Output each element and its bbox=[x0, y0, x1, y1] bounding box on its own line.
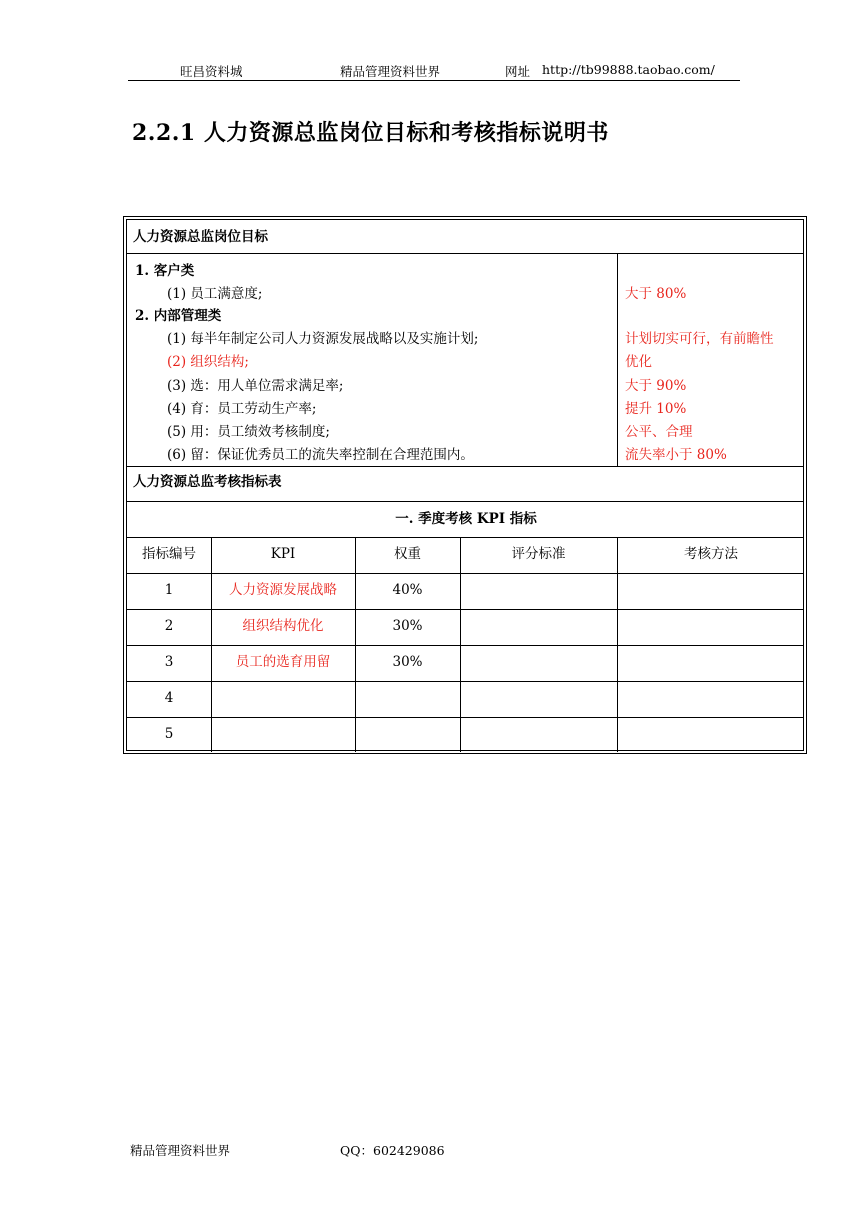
footer-left: 精品管理资料世界 bbox=[130, 1143, 231, 1158]
header-left: 旺昌资料城 bbox=[180, 64, 243, 79]
rule bbox=[617, 537, 618, 752]
row-number: 1 bbox=[164, 582, 174, 598]
category-customer: 1. 客户类 bbox=[135, 263, 195, 279]
header-url-label: 网址 bbox=[505, 64, 531, 79]
row-kpi: 员工的选育用留 bbox=[235, 654, 331, 670]
rule bbox=[127, 253, 803, 254]
goal-target: 公平、合理 bbox=[625, 424, 693, 440]
category-internal: 2. 内部管理类 bbox=[135, 308, 222, 324]
col-header-number: 指标编号 bbox=[142, 546, 196, 562]
goal-item: (3) 选：用人单位需求满足率; bbox=[167, 378, 344, 394]
rule bbox=[127, 466, 803, 467]
row-number: 5 bbox=[164, 726, 174, 742]
goals-table-inner bbox=[126, 219, 804, 751]
rule bbox=[355, 537, 356, 752]
rule bbox=[127, 717, 803, 718]
row-weight: 30% bbox=[392, 618, 423, 634]
goal-item: (1) 员工满意度; bbox=[167, 286, 263, 302]
row-kpi: 组织结构优化 bbox=[242, 618, 324, 634]
rule bbox=[127, 681, 803, 682]
page-title: 2.2.1 人力资源总监岗位目标和考核指标说明书 bbox=[132, 120, 609, 146]
rule bbox=[127, 537, 803, 538]
goals-table bbox=[123, 216, 807, 754]
header-middle: 精品管理资料世界 bbox=[340, 64, 441, 79]
goal-item: (5) 用：员工绩效考核制度; bbox=[167, 424, 330, 440]
col-header-method: 考核方法 bbox=[684, 546, 738, 562]
rule bbox=[127, 573, 803, 574]
rule bbox=[617, 253, 618, 466]
rule bbox=[211, 537, 212, 752]
row-kpi: 人力资源发展战略 bbox=[229, 582, 337, 598]
row-weight: 40% bbox=[392, 582, 423, 598]
row-number: 3 bbox=[164, 654, 174, 670]
goal-target: 优化 bbox=[625, 354, 652, 370]
goal-target: 大于 80% bbox=[625, 286, 687, 302]
goal-item: (6) 留：保证优秀员工的流失率控制在合理范围内。 bbox=[167, 447, 474, 463]
header-url[interactable]: http://tb99888.taobao.com/ bbox=[542, 62, 715, 77]
col-header-weight: 权重 bbox=[394, 546, 421, 562]
col-header-criteria: 评分标准 bbox=[511, 546, 566, 562]
row-number: 4 bbox=[164, 690, 174, 706]
rule bbox=[460, 537, 461, 752]
goal-target: 大于 90% bbox=[625, 378, 687, 394]
header-divider bbox=[128, 80, 740, 81]
footer-qq: QQ：602429086 bbox=[340, 1143, 445, 1158]
rule bbox=[127, 645, 803, 646]
rule bbox=[127, 501, 803, 502]
row-number: 2 bbox=[164, 618, 174, 634]
rule bbox=[127, 609, 803, 610]
goal-target: 提升 10% bbox=[625, 401, 687, 417]
section-goals-heading: 人力资源总监岗位目标 bbox=[133, 229, 268, 245]
section-kpi-heading: 人力资源总监考核指标表 bbox=[133, 474, 282, 490]
kpi-subheading: 一. 季度考核 KPI 指标 bbox=[395, 511, 537, 527]
goal-item: (2) 组织结构; bbox=[167, 354, 249, 370]
goal-item: (4) 育：员工劳动生产率; bbox=[167, 401, 317, 417]
col-header-kpi: KPI bbox=[270, 546, 296, 562]
goal-item: (1) 每半年制定公司人力资源发展战略以及实施计划; bbox=[167, 331, 479, 347]
row-weight: 30% bbox=[392, 654, 423, 670]
goal-target: 流失率小于 80% bbox=[625, 447, 727, 463]
goal-target: 计划切实可行，有前瞻性 bbox=[625, 331, 774, 347]
